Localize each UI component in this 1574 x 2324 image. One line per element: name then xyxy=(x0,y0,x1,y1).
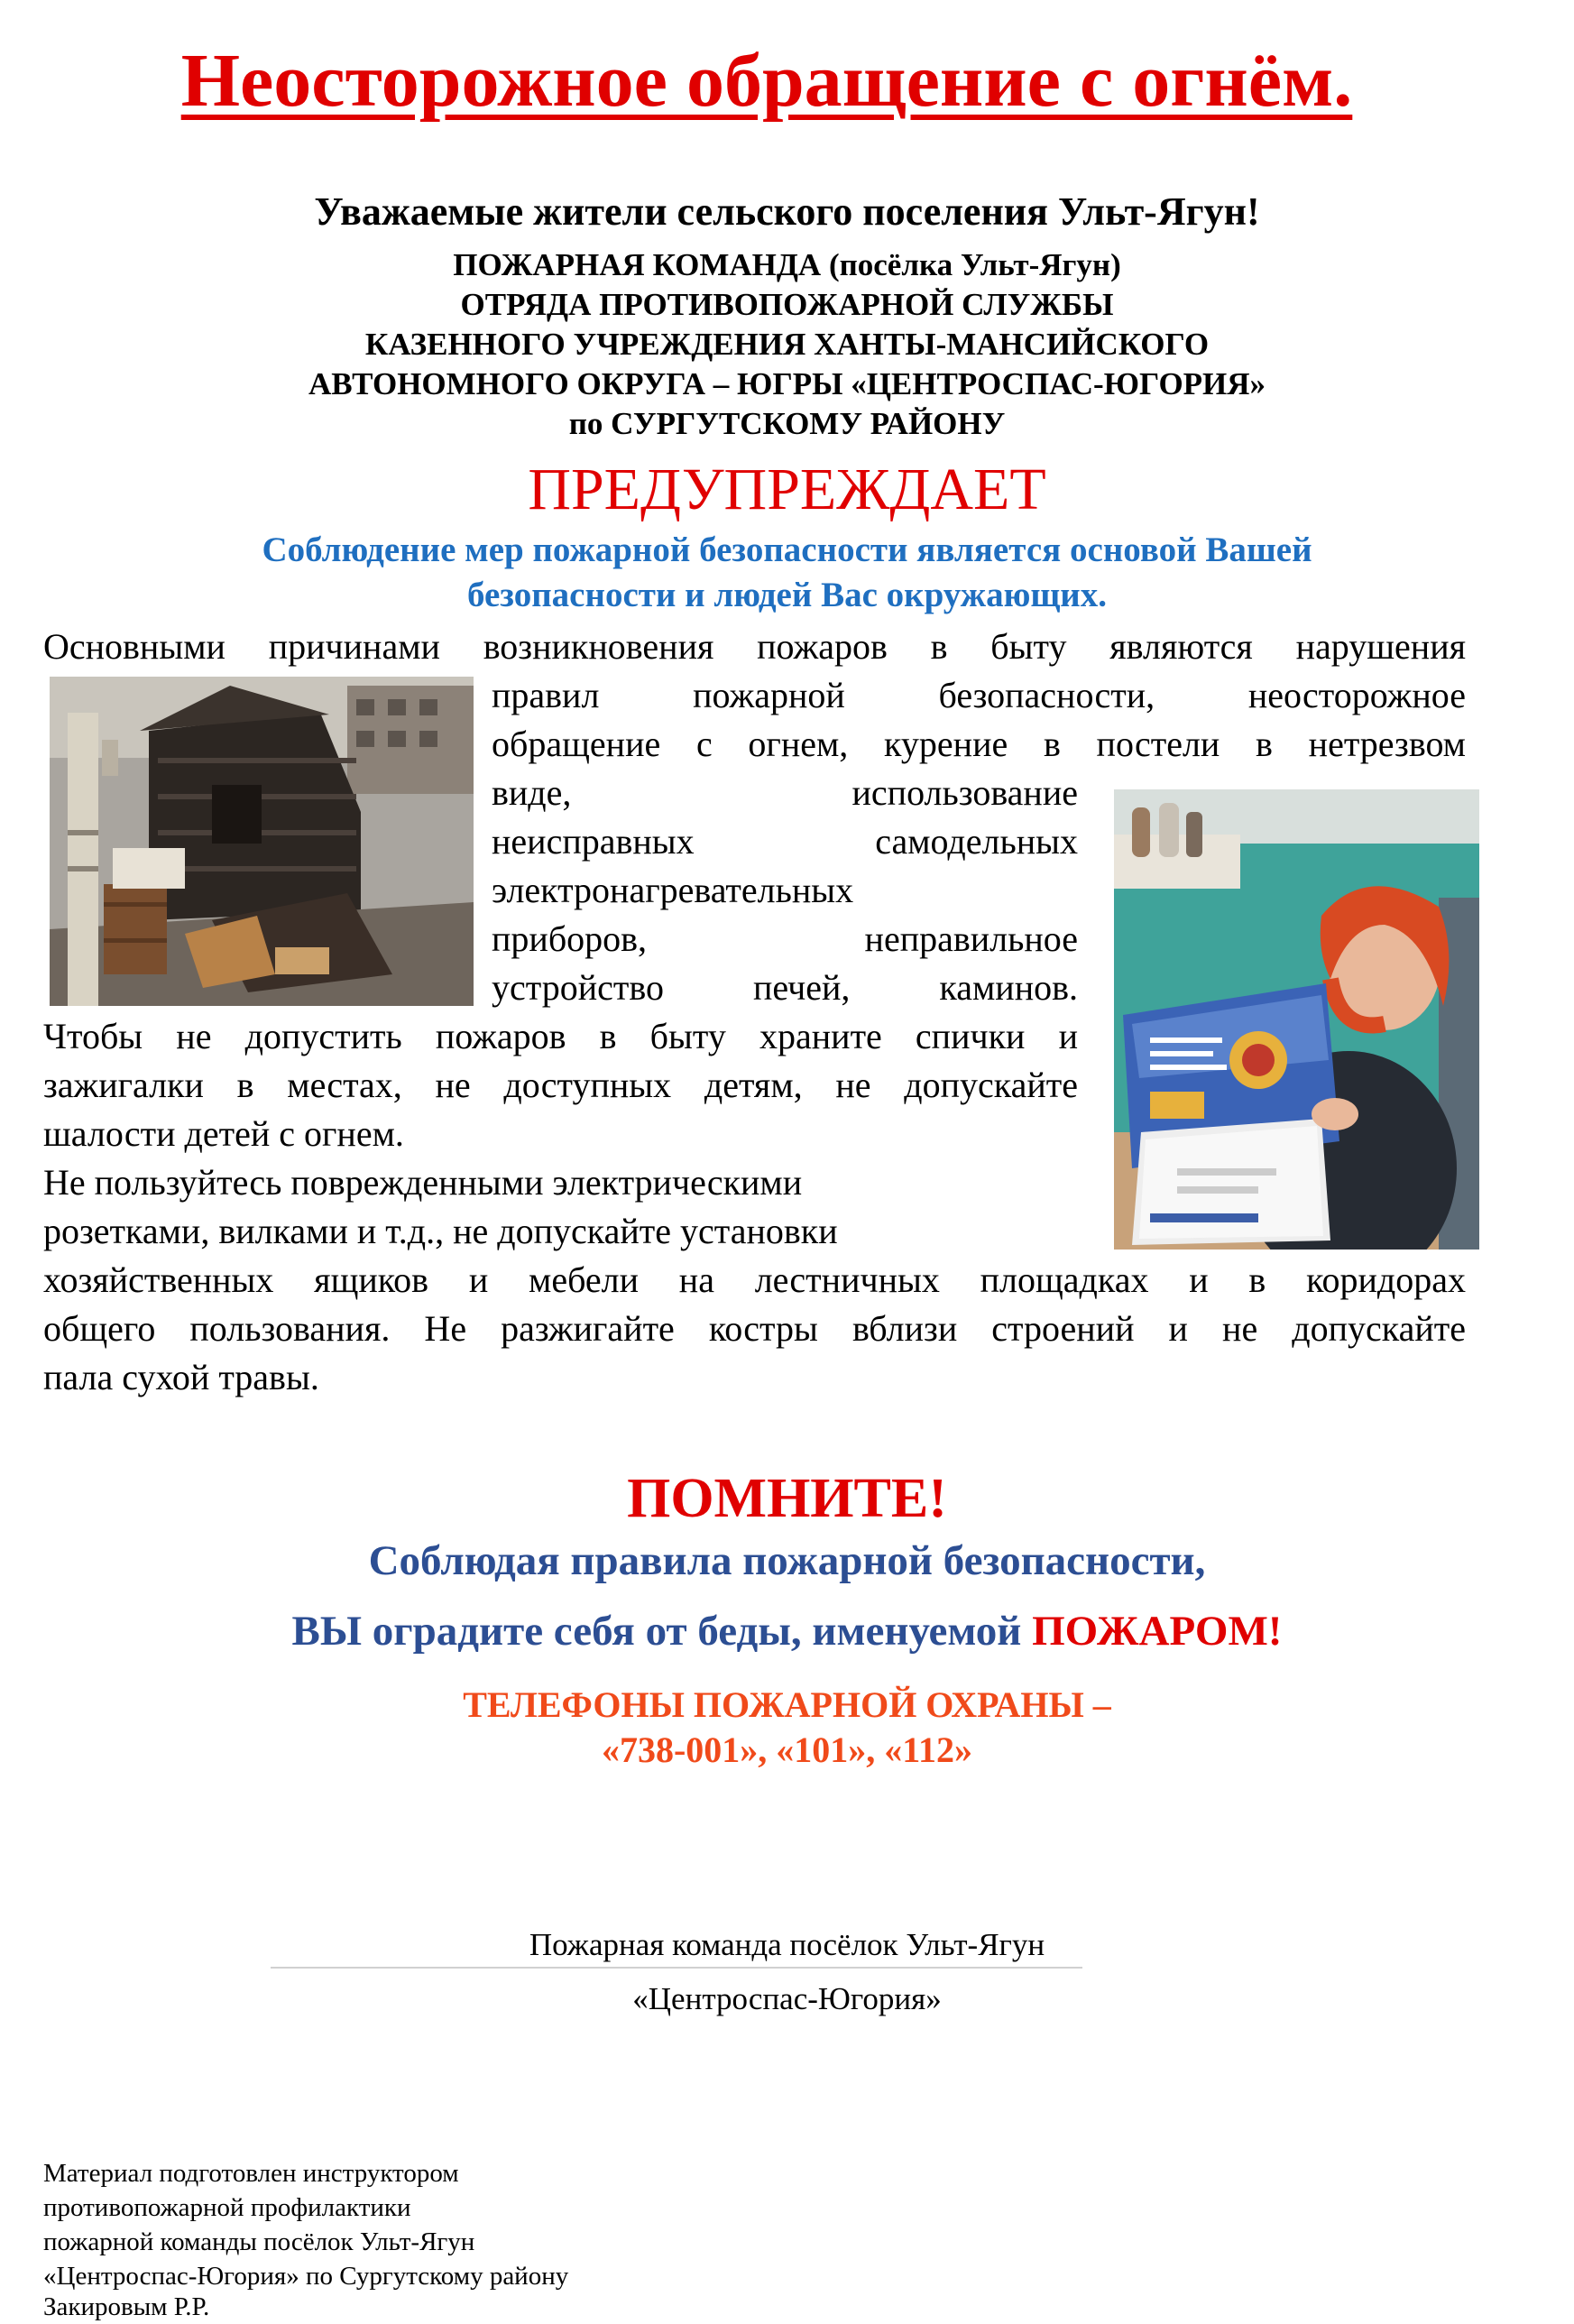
signature-line-1: Пожарная команда посёлок Ульт-Ягун xyxy=(529,1927,1045,1962)
motto-line: Соблюдение мер пожарной безопасности является основой Вашей xyxy=(262,530,1312,569)
body-line: Основными причинами возникновения пожаров в быту являются нарушения xyxy=(43,626,1466,667)
cta-line-2 xyxy=(0,1604,1574,1658)
body-line: шалости детей с огнем. xyxy=(43,1113,404,1154)
body-line: розетками, вилками и т.д., не допускайте установки xyxy=(43,1211,838,1251)
phones-title: ТЕЛЕФОНЫ ПОЖАРНОЙ ОХРАНЫ – xyxy=(463,1684,1111,1725)
credit-line: противопожарной профилактики xyxy=(43,2193,411,2222)
body-line: хозяйственных ящиков и мебели на лестничных площадках и в коридорах xyxy=(43,1259,1466,1300)
instructor-photo xyxy=(1114,789,1479,1250)
credit-line: «Центроспас-Югория» по Сургутскому району xyxy=(43,2262,569,2291)
org-line: ОТРЯДА ПРОТИВОПОЖАРНОЙ СЛУЖБЫ xyxy=(460,287,1114,322)
remember-heading: ПОМНИТЕ! xyxy=(627,1468,947,1529)
org-line: по СУРГУТСКОМУ РАЙОНУ xyxy=(568,406,1006,441)
body-line: Чтобы не допустить пожаров в быту храните спички и xyxy=(43,1016,1078,1056)
body-line: устройство печей, каминов. xyxy=(492,967,1078,1008)
body-line: обращение с огнем, курение в постели в нетрезвом xyxy=(492,724,1466,764)
cta-line-1: Соблюдая правила пожарной безопасности, xyxy=(368,1537,1206,1584)
safety-motto xyxy=(90,528,1484,618)
body-line: правил пожарной безопасности, неосторожное xyxy=(492,675,1466,715)
burnt-house-illustration xyxy=(50,677,474,1006)
body-line: Не пользуйтесь поврежденными электрическими xyxy=(43,1162,803,1203)
credit-line: Материал подготовлен инструктором xyxy=(43,2159,459,2188)
credit-line: пожарной команды посёлок Ульт-Ягун xyxy=(43,2227,475,2256)
signature-line-2: «Центроспас-Югория» xyxy=(632,1981,942,2016)
body-line: зажигалки в местах, не доступных детям, не допускайте xyxy=(43,1065,1078,1105)
cta-fire-word: ПОЖАРОМ! xyxy=(1032,1608,1283,1655)
cta-line-2-text: ВЫ оградите себя от беды, именуемой xyxy=(291,1608,1033,1655)
instructor-illustration xyxy=(1114,789,1479,1250)
body-line: приборов, неправильное xyxy=(492,918,1078,959)
body-line: виде, использование xyxy=(492,772,1078,813)
body-line: пала сухой травы. xyxy=(43,1357,319,1397)
org-line: ПОЖАРНАЯ КОМАНДА (посёлка Ульт-Ягун) xyxy=(453,247,1121,282)
credit-line: Закировым Р.Р. xyxy=(43,2292,210,2321)
body-line: неисправных самодельных xyxy=(492,821,1078,862)
greeting: Уважаемые жители сельского поселения Ульт-Ягун! xyxy=(314,189,1260,234)
page-title: Неосторожное обращение с огнём. xyxy=(180,39,1353,123)
burnt-house-photo xyxy=(50,677,474,1006)
body-line: общего пользования. Не разжигайте костры вблизи строений и не допускайте xyxy=(43,1308,1466,1349)
signature-divider xyxy=(271,1967,1082,1969)
body-line: электронагревательных xyxy=(492,870,854,910)
phones-numbers: «738-001», «101», «112» xyxy=(601,1729,973,1770)
motto-line: безопасности и людей Вас окружающих. xyxy=(466,576,1108,614)
org-line: КАЗЕННОГО УЧРЕЖДЕНИЯ ХАНТЫ-МАНСИЙСКОГО xyxy=(364,327,1210,362)
org-line: АВТОНОМНОГО ОКРУГА – ЮГРЫ «ЦЕНТРОСПАС-ЮГОРИЯ» xyxy=(308,366,1266,401)
warning-heading: ПРЕДУПРЕЖДАЕТ xyxy=(528,456,1046,522)
